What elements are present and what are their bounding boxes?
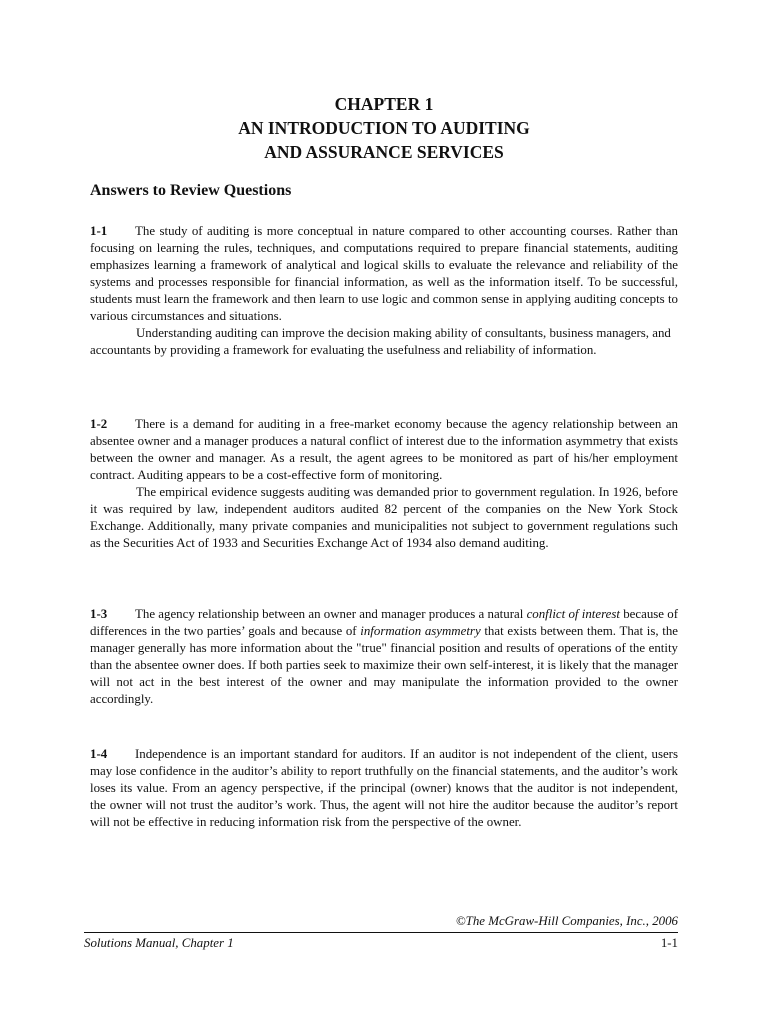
answer-text: There is a demand for auditing in a free-market economy because the agency relationship between an absentee owner and a manager produces a natural conflict of interest due to the information asymmetry that exists between the owner and manager. As a result, the agent agrees to be monitored as part of his/her employment contract. Auditing appears to be a cost-effective form of monitoring. <box>90 417 678 482</box>
answer-1-2 <box>90 416 678 552</box>
footer-manual-title: Solutions Manual, Chapter 1 <box>84 936 234 950</box>
page-number: 1-1 <box>660 936 678 950</box>
footer-divider <box>84 932 678 933</box>
answer-paragraph <box>90 606 678 708</box>
answer-text: that exists between them. That is, the manager generally has more information about the "true" financial position and results of operations of the entity than the absentee owner does. If both parties seek to maximize their own self-interest, it is likely that the manager will not act in the best interest of the owner and may manipulate the information provided to the owner accordingly. <box>90 624 678 706</box>
emphasis-term: conflict of interest <box>526 607 620 621</box>
chapter-title-line-2: AND ASSURANCE SERVICES <box>264 142 504 162</box>
answer-1-4 <box>90 746 678 831</box>
answer-text: The study of auditing is more conceptual in nature compared to other accounting courses. Rather than focusing on learning the rules, techniques, and computations required to prepare financial statements, auditing emphasizes learning a framework of analytical and logical skills to evaluate the relevance and reliability of the systems and processes responsible for financial information, as well as the information itself. To be successful, students must learn the framework and then learn to use logic and common sense in applying auditing concepts to various circumstances and situations. <box>90 224 678 323</box>
answer-text: because of differences in the two parties’ goals and because of <box>90 607 678 638</box>
question-number: 1-1 <box>90 224 108 238</box>
chapter-title-line-1: AN INTRODUCTION TO AUDITING <box>238 118 530 138</box>
chapter-title-block <box>0 92 768 164</box>
answer-1-1 <box>90 223 678 359</box>
copyright-notice: ©The McGraw-Hill Companies, Inc., 2006 <box>455 914 678 928</box>
answer-text: Independence is an important standard for auditors. If an auditor is not independent of the client, users may lose confidence in the auditor’s ability to report truthfully on the financial statements, and the auditor’s work loses its value. From an agency perspective, if the principal (owner) knows that the auditor is not independent, the owner will not trust the auditor’s work. Thus, the agent will not hire the auditor because the auditor’s report will not be effective in reducing information risk from the perspective of the owner. <box>90 747 678 829</box>
answer-paragraph <box>90 223 678 325</box>
question-number: 1-4 <box>90 747 108 761</box>
answer-paragraph <box>90 746 678 831</box>
answer-text: The agency relationship between an owner and manager produces a natural <box>135 607 527 621</box>
chapter-number: CHAPTER 1 <box>334 94 434 114</box>
answer-paragraph <box>90 416 678 484</box>
answer-paragraph: Understanding auditing can improve the decision making ability of consultants, business managers, and accountants by providing a framework for evaluating the usefulness and reliability of information. <box>90 326 671 357</box>
question-number: 1-2 <box>90 417 108 431</box>
section-heading: Answers to Review Questions <box>90 182 292 199</box>
answer-paragraph: The empirical evidence suggests auditing was demanded prior to government regulation. In 1926, before it was required by law, independent auditors audited 82 percent of the companies on the New York Stock Exchange. Additionally, many private companies and municipalities not subject to government regulations such as the Securities Act of 1933 and Securities Exchange Act of 1934 also demand auditing. <box>90 485 678 550</box>
answer-1-3 <box>90 606 678 708</box>
emphasis-term: information asymmetry <box>360 624 481 638</box>
question-number: 1-3 <box>90 607 108 621</box>
